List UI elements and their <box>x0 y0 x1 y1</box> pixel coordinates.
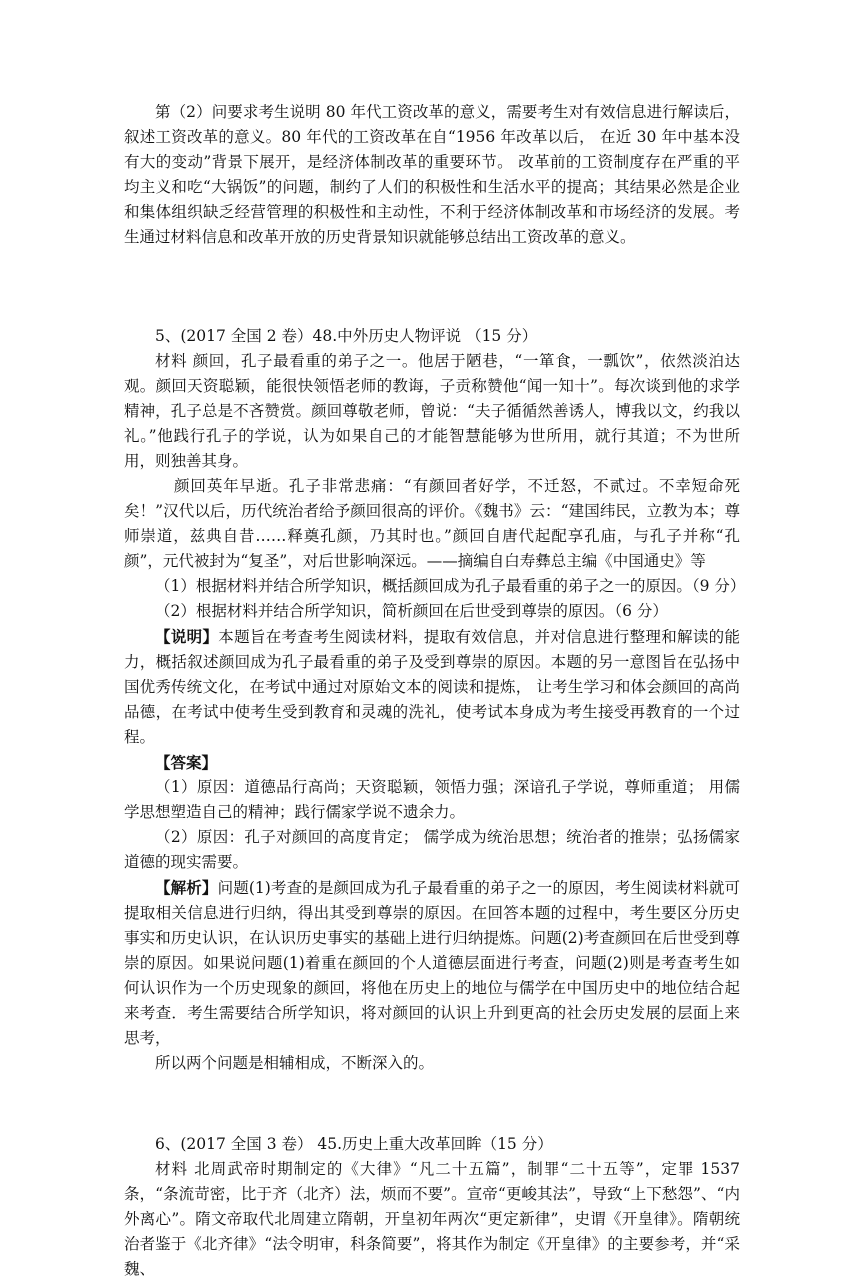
q5-analysis-text: 问题(1)考查的是颜回成为孔子最看重的弟子之一的原因，考生阅读材料就可提取相关信息进行归纳，得出其受到尊崇的原因。在回答本题的过程中，考生要区分历史事实和历史认识，在认识历史事实的基础上进行归纳提炼。问题(2)考查颜回在后世受到尊崇的原因。如果说问题(1)着重在颜回的个人道德层面进行考查，问题(2)则是考查考生如何认识作为一个历史现象的颜回，将他在历史上的地位与儒学在中国历史中的地位结合起来考查．考生需要结合所学知识，将对颜回的认识上升到更高的社会历史发展的层面上来思考， <box>124 879 740 1047</box>
q5-heading: 5、(2017 全国 2 卷）48.中外历史人物评说 （15 分） <box>155 327 538 345</box>
q5-closing: 所以两个问题是相辅相成，不断深入的。 <box>155 1054 435 1072</box>
intro-paragraph: 第（2）问要求考生说明 80 年代工资改革的意义，需要考生对有效信息进行解读后，叙述工资改革的意义。80 年代的工资改革在自“1956 年改革以后， 在近 30 年中基本没有大的变动”背景下展开，是经济体制改革的重要环节。 改革前的工资制度存在严重的平均主义和吃“大锅饭”的问题，制约了人们的积极性和生活水平的提高；其结果必然是企业和集体组织缺乏经营管理的积极性和主动性，不利于经济体制改革和市场经济的发展。考生通过材料信息和改革开放的历史背景知识就能够总结出工资改革的意义。 <box>124 103 740 246</box>
section-spacer <box>124 250 740 324</box>
q5-question-2: （2）根据材料并结合所学知识，简析颜回在后世受到尊崇的原因。（6 分） <box>155 602 668 620</box>
q5-note-label: 【说明】 <box>155 627 219 646</box>
q5-note-text: 本题旨在考查考生阅读材料，提取有效信息，并对信息进行整理和解读的能力，概括叙述颜回成为孔子最看重的弟子及受到尊崇的原因。本题的另一意图旨在弘扬中国优秀传统文化，在考试中通过对原始文本的阅读和提炼， 让考生学习和体会颜回的高尚品德，在考试中使考生受到教育和灵魂的洗礼，使考试本身成为考生接受再教育的一个过程。 <box>124 628 740 746</box>
q5-material-paragraph-1: 材料 颜回，孔子最看重的弟子之一。他居于陋巷，“一箪食，一瓢饮”，依然淡泊达观。颜回天资聪颖，能很快领悟老师的教诲，子贡称赞他“闻一知十”。每次谈到他的求学精神，孔子总是不吝赞赏。颜回尊敬老师，曾说：“夫子循循然善诱人，博我以文，约我以礼。”他践行孔子的学说，认为如果自己的才能智慧能够为世所用，就行其道；不为世所用，则独善其身。 <box>124 352 740 470</box>
section-spacer <box>124 1076 740 1132</box>
q6-material: 材料 北周武帝时期制定的《大律》“凡二十五篇”，制罪“二十五等”，定罪 1537 条，“条流苛密，比于齐（北齐）法，烦而不要”。宣帝“更峻其法”，导致“上下愁怨”、“内外离心”。隋文帝取代北周建立隋朝，开皇初年两次“更定新律”，史谓《开皇律》。隋朝统治者鉴于《北齐律》“法令明审，科条简要”，将其作为制定《开皇律》的主要参考，并“采魏、 <box>124 1160 740 1278</box>
q5-material-paragraph-2: 颜回英年早逝。孔子非常悲痛：“有颜回者好学，不迁怒，不贰过。不幸短命死矣！”汉代以后，历代统治者给予颜回很高的评价。《魏书》云：“建国纬民，立教为本；尊师崇道，兹典自昔……释奠孔颜，乃其时也。”颜回自唐代起配享孔庙，与孔子并称“孔颜”，元代被封为“复圣”，对后世影响深远。——摘编自白寿彝总主编《中国通史》等 <box>124 477 740 570</box>
document-page <box>124 100 746 1282</box>
q5-analysis <box>124 875 740 1051</box>
q5-answer-2: （2）原因：孔子对颜回的高度肯定； 儒学成为统治思想；统治者的推崇；弘扬儒家道德的现实需要。 <box>124 828 740 871</box>
q6-heading: 6、(2017 全国 3 卷） 45.历史上重大改革回眸（15 分） <box>155 1135 553 1153</box>
q5-question-1: （1）根据材料并结合所学知识，概括颜回成为孔子最看重的弟子之一的原因。（9 分） <box>155 577 746 595</box>
q5-answer-1: （1）原因：道德品行高尚；天资聪颖，领悟力强；深谙孔子学说，尊师重道； 用儒学思想塑造自己的精神；践行儒家学说不遗余力。 <box>124 778 740 821</box>
q5-analysis-label: 【解析】 <box>155 878 218 897</box>
q5-answer-label: 【答案】 <box>155 753 218 772</box>
q5-note <box>124 624 740 750</box>
